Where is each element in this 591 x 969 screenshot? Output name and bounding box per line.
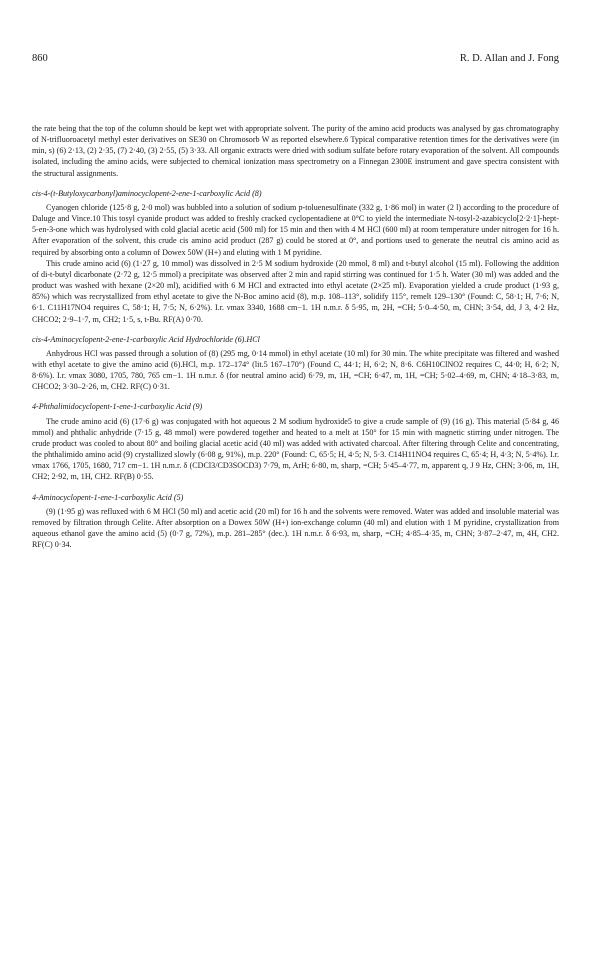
page-header — [32, 53, 559, 64]
section-heading: 4-Phthalimidocyclopent-1-ene-1-carboxylic Acid (9) — [32, 402, 203, 412]
section-paragraph: Cyanogen chloride (125·8 g, 2·0 mol) was bubbled into a solution of sodium p-toluenesulfinate (332 g, 1·86 mol) in water (2 l) according to the procedure of Daluge and Vince.10 This tosyl cyanide product was added to freshly cracked cyclopentadiene at 0°C to yield the intermediate N-tosyl-2-azabicyclo[2·2·1]-hept-5-en-3-one which was hydrolysed with cold glacial acetic acid (500 ml) for 15 min and then with 4 M HCl (600 ml) at room temperature under nitrogen for 16 h. After evaporation of the solvent, this crude cis amino acid product (287 g) could be stored at 0°, and portions used to generate the neutral cis amino acid as required by absorbing onto a column of Dowex 50W (H+) and eluting with 1 M pyridine. — [32, 202, 559, 257]
intro-paragraph: the rate being that the top of the column should be kept wet with appropriate solvent. The purity of the amino acid products was analysed by gas chromatography of N-trifluoroacetyl methyl ester derivatives on SE30 on Chromosorb W as reported elsewhere.6 Typical comparative retention times for the derivatives were (in min, s) (6) 2·13, (2) 2·35, (7) 2·40, (3) 2·55, (5) 3·33. All organic extracts were dried with sodium sulfate before rotary evaporation of the solvent. All compounds isolated, including the amino acids, were subjected to chemical ionization mass spectrometry on a Finnegan 2300E instrument and gave spectra consistent with the structural assignments. — [32, 124, 559, 178]
article-body — [32, 123, 559, 550]
section-paragraph: The crude amino acid (6) (17·6 g) was conjugated with hot aqueous 2 M sodium hydroxide5 to give a crude sample of (9) (16 g). This material (5·84 g, 46 mmol) and phthalic anhydride (7·15 g, 48 mmol) were powdered together and heated to a melt at 150° for 15 min with magnetic stirring under nitrogen. The crude product was cooled to about 80° and boiling glacial acetic acid (40 ml) was added with activated charcoal. After filtering through Celite and concentrating, the phthalimido amino acid (9) crystallized slowly (6·08 g, 91%), m.p. 220° (Found: C, 65·5; H, 4·5; N, 5·3. C14H11NO4 requires C, 65·4; H, 4·3; N, 5·4%). I.r. νmax 1766, 1705, 1680, 717 cm−1. 1H n.m.r. δ (CDCl3/CD3SOCD3) 7·79, m, ArH; 6·80, m, sharp, =CH; 5·45–4·77, m, apparent q, J 9 Hz, CHN; 3·06, m, 1H, CH2; 2·92, m, 1H, CH2. RF(B) 0·55. — [32, 416, 559, 482]
running-authors: R. D. Allan and J. Fong — [459, 53, 559, 64]
section-paragraph: Anhydrous HCl was passed through a solution of (8) (295 mg, 0·14 mmol) in ethyl acetate (10 ml) for 30 min. The white precipitate was filtered and washed with ethyl acetate to give the amino acid (6).HCl, m.p. 172–174° (lit.5 167–170°) (Found C, 44·1; H, 6·2; N, 8·6. C6H10ClNO2 requires C, 44·0; H, 6·2; N, 8·6%). I.r. νmax 3080, 1705, 780, 765 cm−1. 1H n.m.r. δ (for neutral amino acid) 6·79, m, 1H, =CH; 6·47, m, 1H, =CH; 5·02–4·69, m, CHN; 4·18–3·83, m, CHCO2; 3·30–2·26, m, CH2. RF(C) 0·31. — [32, 348, 559, 392]
section-paragraph: (9) (1·95 g) was refluxed with 6 M HCl (50 ml) and acetic acid (20 ml) for 16 h and the solvents were removed. Water was added and insoluble material was removed by filtration through Celite. After absorption on a Dowex 50W (H+) ion-exchange column (40 ml) and elution with 1 M pyridine, crystallization from aqueous ethanol gave the amino acid (5) (0·7 g, 72%), m.p. 281–285° (dec.). 1H n.m.r. δ 6·93, m, sharp, =CH; 4·85–4·35, m, CHN; 3·87–2·47, m, 4H, CH2. RF(C) 0·34. — [32, 506, 559, 550]
section-paragraph: This crude amino acid (6) (1·27 g, 10 mmol) was dissolved in 2·5 M sodium hydroxide (20 mmol, 8 ml) and t-butyl alcohol (15 ml). Following the addition of di-t-butyl dicarbonate (2·72 g, 12·5 mmol) a precipitate was observed after 2 min and rapid stirring was continued for 1·5 h. Water (30 ml) was added and the product was washed with hexane (2×20 ml), acidified with 6 M HCl and extracted into ethyl acetate (2×25 ml). Evaporation yielded a crude product (1·93 g, 85%) which was recrystallized from ethyl acetate to give the N-Boc amino acid (8), m.p. 108–113°, solidify 115°, remelt 129–130° (Found: C, 58·1; H, 7·6; N, 6·1. C11H17NO4 requires C, 58·1; H, 7·5; N, 6·2%). I.r. νmax 3340, 1688 cm−1. 1H n.m.r. δ 5·95, m, 2H, =CH; 5·0–4·50, m, CHN; 3·54, dd, J 3, 4·2 Hz, CHCO2; 2·9–1·7, m, CH2; 1·5, s, t-Bu. RF(A) 0·70. — [32, 258, 559, 324]
section-heading: cis-4-Aminocyclopent-2-ene-1-carboxylic Acid Hydrochloride (6).HCl — [32, 334, 260, 344]
page-number: 860 — [32, 53, 48, 64]
section-heading: 4-Aminocyclopent-1-ene-1-carboxylic Acid (5) — [32, 492, 184, 502]
section-heading: cis-4-(t-Butyloxycarbonyl)aminocyclopent-2-ene-1-carboxylic Acid (8) — [32, 188, 262, 198]
